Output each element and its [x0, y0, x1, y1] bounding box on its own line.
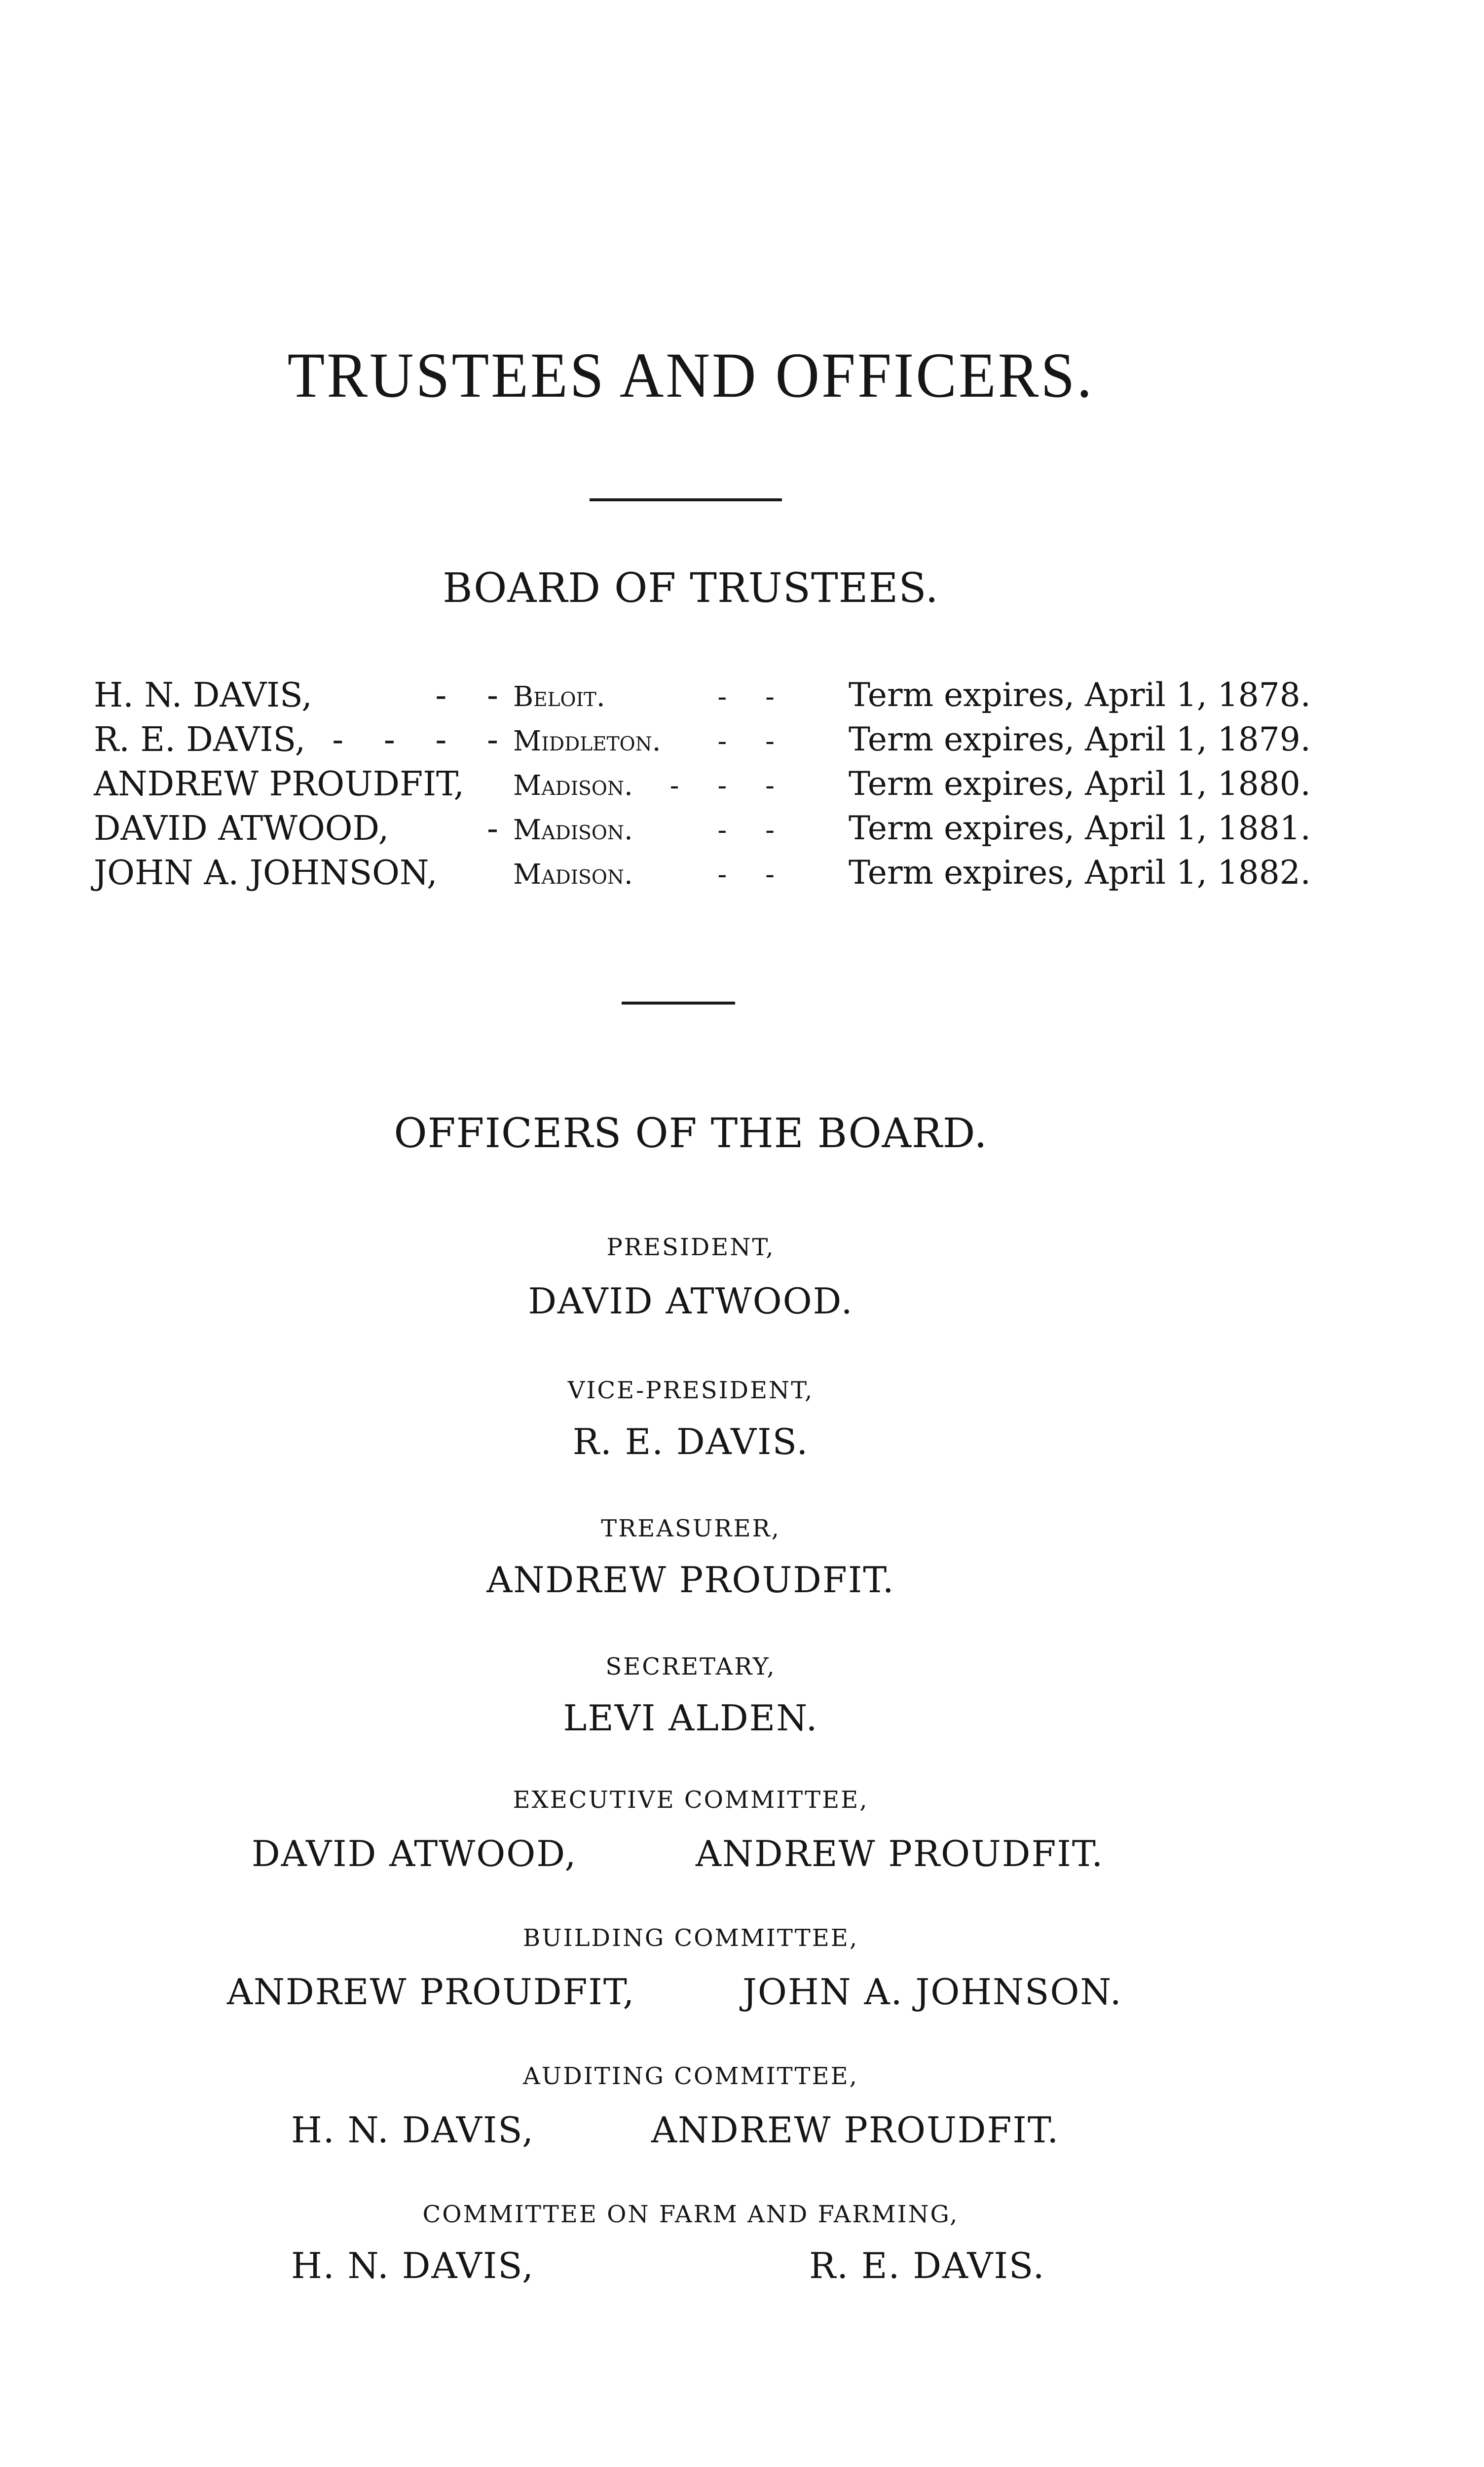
page-title: TRUSTEES AND OFFICERS.: [287, 339, 1094, 411]
building-committee-member: ANDREW PROUDFIT,: [227, 1971, 635, 2013]
auditing-committee-label: AUDITING COMMITTEE,: [523, 2062, 858, 2090]
trustee-row: [0, 854, 1484, 898]
leader-dots: - - -: [669, 770, 789, 802]
farm-committee-member: H. N. DAVIS,: [291, 2245, 534, 2286]
executive-committee-label: EXECUTIVE COMMITTEE,: [513, 1786, 869, 1814]
leader-dots: - -: [717, 859, 789, 891]
farm-committee-member: R. E. DAVIS.: [809, 2245, 1045, 2286]
treasurer-label: TREASURER,: [601, 1515, 780, 1542]
section-divider: [622, 1002, 735, 1005]
leader-dots: -: [487, 809, 513, 848]
trustee-place: Madison.: [513, 770, 633, 802]
trustee-term: Term expires, April 1, 1882.: [849, 854, 1311, 892]
leader-dots: - - - -: [332, 720, 513, 759]
trustee-place: Beloit.: [513, 681, 605, 713]
secretary-name: LEVI ALDEN.: [563, 1697, 818, 1739]
secretary-label: SECRETARY,: [605, 1653, 776, 1681]
trustee-term: Term expires, April 1, 1879.: [849, 720, 1311, 758]
trustee-term: Term expires, April 1, 1880.: [849, 765, 1311, 803]
trustee-place: Madison.: [513, 859, 633, 891]
farm-committee-label: COMMITTEE ON FARM AND FARMING,: [422, 2201, 959, 2228]
building-committee-label: BUILDING COMMITTEE,: [522, 1924, 859, 1952]
trustee-name: R. E. DAVIS,: [94, 720, 306, 759]
president-label: PRESIDENT,: [606, 1234, 775, 1261]
vice-president-label: VICE-PRESIDENT,: [567, 1377, 814, 1404]
leader-dots: - -: [717, 681, 789, 713]
building-committee-member: JOHN A. JOHNSON.: [742, 1971, 1122, 2013]
board-of-trustees-heading: BOARD OF TRUSTEES.: [443, 565, 939, 612]
treasurer-name: ANDREW PROUDFIT.: [486, 1559, 895, 1601]
vice-president-name: R. E. DAVIS.: [572, 1421, 809, 1462]
trustee-row: [0, 809, 1484, 854]
auditing-committee-member: H. N. DAVIS,: [291, 2109, 534, 2151]
trustee-place: Middleton.: [513, 725, 661, 757]
trustee-row: [0, 765, 1484, 809]
leader-dots: - -: [717, 725, 789, 757]
executive-committee-member: ANDREW PROUDFIT.: [696, 1833, 1104, 1874]
trustee-name: H. N. DAVIS,: [94, 676, 312, 715]
trustee-term: Term expires, April 1, 1881.: [849, 809, 1311, 847]
auditing-committee-member: ANDREW PROUDFIT.: [651, 2109, 1060, 2151]
trustee-row: [0, 676, 1484, 720]
trustee-term: Term expires, April 1, 1878.: [849, 676, 1311, 714]
president-name: DAVID ATWOOD.: [528, 1280, 853, 1322]
leader-dots: - -: [435, 676, 513, 715]
title-divider: [590, 498, 782, 501]
officers-heading: OFFICERS OF THE BOARD.: [394, 1110, 988, 1157]
trustee-name: JOHN A. JOHNSON,: [94, 854, 438, 893]
trustee-row: [0, 720, 1484, 765]
trustee-name: DAVID ATWOOD,: [94, 809, 389, 848]
executive-committee-member: DAVID ATWOOD,: [252, 1833, 577, 1874]
leader-dots: - -: [717, 814, 789, 846]
trustee-place: Madison.: [513, 814, 633, 846]
trustee-name: ANDREW PROUDFIT,: [94, 765, 465, 804]
